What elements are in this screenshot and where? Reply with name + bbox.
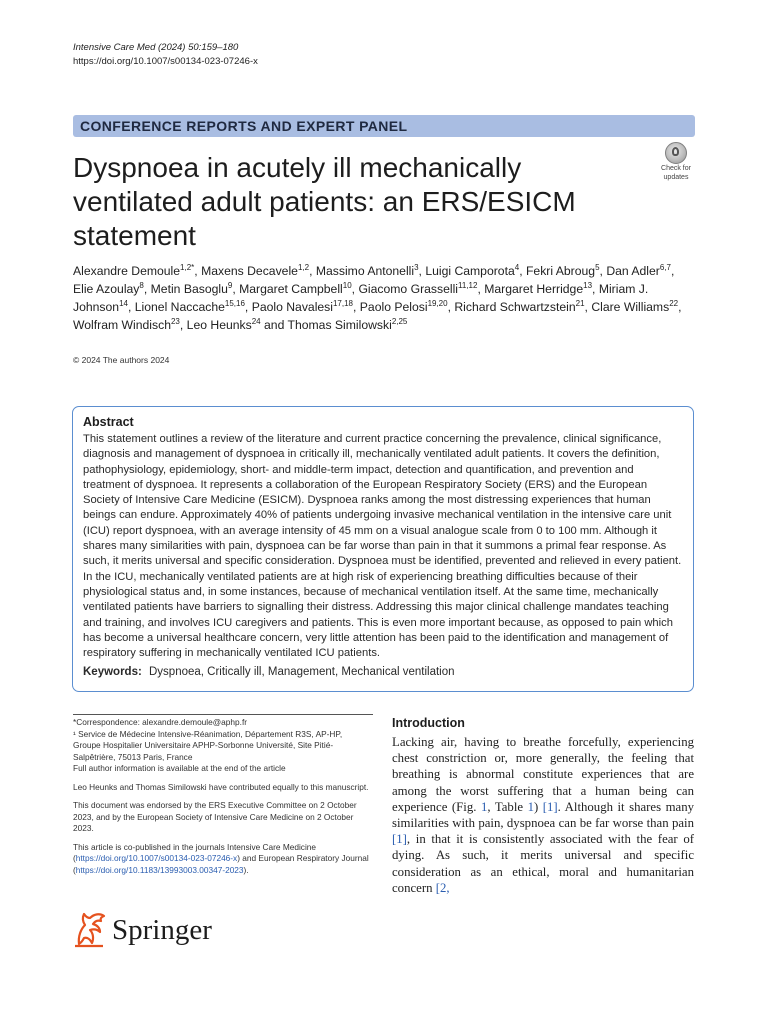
author-conjunction: and [260,318,288,332]
publisher-name: Springer [112,914,212,946]
author[interactable] [135,300,245,314]
abstract-box [72,406,694,692]
author-affiliation: 8 [139,280,144,290]
author-name: Alexandre Demoule [73,264,181,278]
copub-text-b: ) and European Respiratory Journal ( [73,853,369,875]
author[interactable] [201,264,309,278]
full-author-info: Full author information is available at the end of the article [73,763,286,773]
abstract-text: This statement outlines a review of the literature and current practice concerning the prevalence, clinical significance, diagnosis and management of dyspnoea in critically ill, mechanically ventilated adult patients. It covers the definition, pathophysiology, epidemiology, short- and middle-term impact, detection and quantification, and prevention and treatment of dyspnoea. It represents a collaboration of the European Respiratory Society (ERS) and the European Society of Intensive Care Medicine (ESICM). Dyspnoea ranks among the most distressing experiences that human beings can endure. Approximately 40% of patients undergoing invasive mechanical ventilation in the intensive care unit (ICU) report dyspnoea, with an average intensity of 45 mm on a visual analogue scale from 0 to 100 mm. Although it shares many similarities with pain, dyspnoea can be far worse than pain in that it summons a primal fear response. As such, it merits universal and specific consideration. Dyspnoea must be identified, prevented and relieved in every patient. In the ICU, mechanically ventilated patients are at high risk of experiencing breathing difficulties because of their physiological status and, in some instances, because of mechanical ventilation itself. At the same time, mechanically ventilated patients have barriers to signalling their distress. Addressing this major clinical challenge mandates teaching and training, and involves ICU caregivers and patients. This is even more important because, as opposed to pain which has become a universal healthcare concern, very little attention has been paid to the identification and management of respiratory suffering in mechanically ventilated ICU patients. [83,433,682,660]
affiliation-1: ¹ Service de Médecine Intensive-Réanimation, Département R3S, AP-HP, Groupe Hospitalier Universitaire APHP-Sorbonne Université, Site Pitié-Salpêtrière, 75013 Paris, France [73,728,343,762]
endorsement-note: This document was endorsed by the ERS Executive Committee on 2 October 2023, and by the European Society of Intensive Care Medicine on 2 October 2023. [73,800,357,833]
equal-contribution-note: Leo Heunks and Thomas Similowski have contributed equally to this manuscript. [73,781,369,792]
author[interactable] [252,300,353,314]
author-affiliation: 11,12 [458,280,478,290]
author[interactable] [73,264,194,278]
author-name: Dan Adler [606,264,660,278]
author-affiliation: 17,18 [332,298,354,308]
author-name: Paolo Navalesi [251,300,333,314]
keywords-text: Dyspnoea, Critically ill, Management, Mechanical ventilation [149,666,455,679]
author-affiliation: 1,2 [297,262,310,272]
author-affiliation: 10 [342,280,352,290]
author-affiliation: 3 [414,262,419,272]
introduction-heading: Introduction [392,716,465,730]
springer-horse-icon [73,908,107,948]
author-affiliation: 23 [170,316,180,326]
keywords-label: Keywords: [83,666,142,679]
author-name: Margaret Campbell [239,282,343,296]
table-link[interactable]: 1 [527,799,534,814]
citation-link[interactable]: [1] [542,799,558,814]
citation-link[interactable]: [1] [392,832,407,847]
author[interactable] [454,300,584,314]
author-affiliation: 4 [514,262,520,272]
introduction-text [392,734,694,896]
copub-text-a: This article is co-published in the journals Intensive Care Medicine ( [73,841,317,863]
author-affiliation: 5 [595,262,600,272]
author[interactable] [73,282,144,296]
check-badge-line1: Check for [661,165,691,172]
author-affiliation: 15,16 [224,298,245,308]
author-list: Alexandre Demoule$^{1,2*}$, Maxens Decavele$^{1,2}$, Massimo Antonelli$^3$, Luigi Camporota$^4$, Fekri Abroug$^5$, Dan Adler$^{6,7}$, Elie Azoulay$^8$, Metin Basoglu$^9$, Margaret Campbell$^{10}$, Giacomo Grasselli$^{11,12}$, Margaret Herridge$^{13}$, Miriam J. Johnson$^{14}$, Lionel Naccache$^{15,16}$, Paolo Navalesi$^{17,18}$, Paolo Pelosi$^{19,20}$, Richard Schwartzstein$^{21}$, Clare Williams$^{22}$, Wolfram Windisch$^{23}$, Leo Heunks$^{24}$ and Thomas Similowski$^{2,25}$ [73,262,682,332]
author-name: Wolfram Windisch [73,318,171,332]
citation-link[interactable]: [2, [435,880,450,895]
intro-text-4: . Although it shares many similarities with pain, dyspnoea can be far worse than pain [392,799,695,831]
abstract-heading: Abstract [83,415,134,429]
author[interactable] [484,282,592,296]
co-publication-note [73,842,369,877]
figure-link[interactable]: 1 [480,799,488,814]
author-affiliation: 2,25 [391,316,408,326]
copub-link-erj[interactable]: https://doi.org/10.1183/13993003.00347-2023 [75,864,244,875]
check-badge-line2: updates [663,174,689,181]
author-affiliation: 19,20 [427,298,448,308]
article-title: Dyspnoea in acutely ill mechanically ventilated adult patients: an ERS/ESICM statement [73,152,576,251]
author-affiliation: 14 [119,298,128,308]
author[interactable] [360,300,448,314]
author-name: Elie Azoulay [73,282,140,296]
author[interactable] [73,318,180,332]
author[interactable] [151,282,233,296]
journal-doi[interactable]: https://doi.org/10.1007/s00134-023-07246-x [73,56,258,67]
footnotes [73,717,369,883]
author-name: Leo Heunks [186,318,252,332]
author-name: Massimo Antonelli [315,264,415,278]
check-for-updates-badge[interactable] [656,142,696,182]
author-affiliation: 21 [575,298,585,308]
intro-text-3: ) [533,799,543,814]
article-type-banner: CONFERENCE REPORTS AND EXPERT PANEL [73,115,695,137]
author-name: Clare Williams [591,300,670,314]
journal-citation: Intensive Care Med (2024) 50:159–180 [73,42,239,53]
check-for-updates-icon [665,142,687,164]
author[interactable] [606,264,671,278]
author-name: Margaret Herridge [484,282,584,296]
journal-reference [73,41,258,69]
author[interactable] [187,318,261,332]
author-affiliation: 22 [669,298,679,308]
keywords [83,664,683,680]
correspondence: *Correspondence: alexandre.demoule@aphp.fr [73,717,248,727]
author-affiliation: 9 [227,280,233,290]
copub-text-c: ). [243,864,249,875]
author-name: Richard Schwartzstein [454,300,576,314]
author[interactable] [526,264,600,278]
author-affiliation: 1,2* [180,262,195,272]
author-name: Paolo Pelosi [359,300,428,314]
author-name: Thomas Similowski [287,318,392,332]
author[interactable] [239,282,352,296]
author[interactable] [316,264,419,278]
author-name: Lionel Naccache [134,300,225,314]
author[interactable] [425,264,519,278]
intro-text-5: , in that it is consistently associated with the fear of dying. As such, it merits universal and specific consideration as an ethical, moral and humanitarian concern [392,832,694,895]
author[interactable] [288,318,408,332]
intro-text-1: Lacking air, having to breathe forcefully, experiencing chest constriction or, more generally, the feeling that breathing is abnormal constitute experiences that are among the worst suffering that a human being can experience (Fig. [392,735,694,814]
author-name: Luigi Camporota [425,264,515,278]
author[interactable] [358,282,477,296]
author-name: Giacomo Grasselli [358,282,458,296]
author-affiliation: 6,7 [659,262,671,272]
author-name: Miriam J. Johnson [73,282,649,314]
author-affiliation: 13 [583,280,593,290]
copyright: © 2024 The authors 2024 [73,355,170,365]
author-name: Metin Basoglu [150,282,228,296]
intro-text-2: , Table [487,799,528,814]
author-name: Maxens Decavele [201,264,298,278]
footnote-divider [73,714,373,715]
author[interactable] [591,300,678,314]
author-name: Fekri Abroug [525,264,596,278]
copub-link-icm[interactable]: https://doi.org/10.1007/s00134-023-07246-x [75,853,238,863]
author-affiliation: 24 [251,316,261,326]
